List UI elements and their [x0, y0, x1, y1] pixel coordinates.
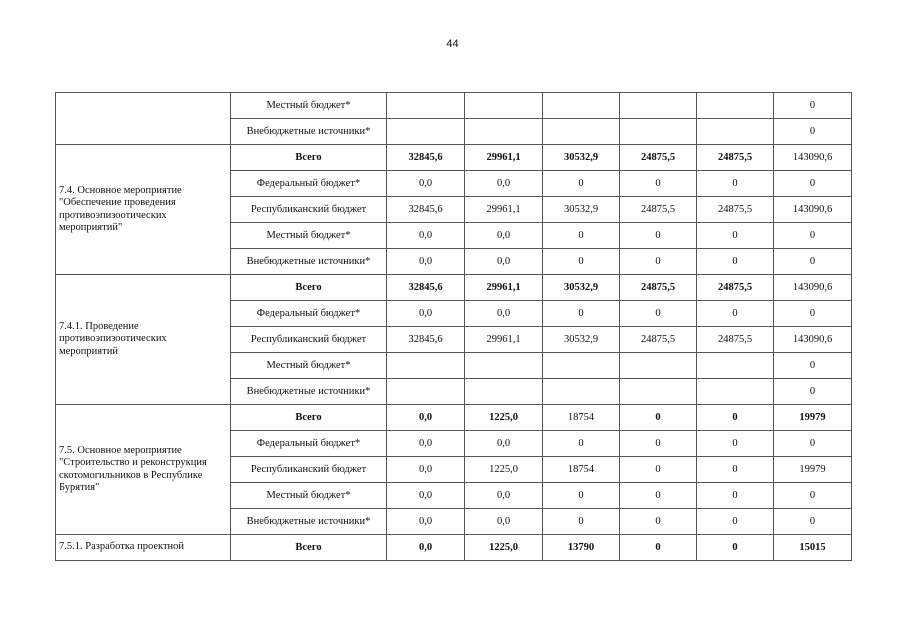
value-cell: 0	[543, 223, 620, 249]
value-cell: 0	[620, 431, 697, 457]
value-cell	[697, 119, 774, 145]
value-cell: 0	[543, 301, 620, 327]
value-cell: 30532,9	[543, 197, 620, 223]
value-cell: 0	[620, 405, 697, 431]
table-row	[56, 145, 852, 171]
value-cell: 0,0	[465, 171, 543, 197]
value-cell	[543, 119, 620, 145]
value-cell: 0	[697, 431, 774, 457]
value-cell: 0	[697, 301, 774, 327]
value-cell: 30532,9	[543, 275, 620, 301]
value-cell: 0	[620, 301, 697, 327]
value-cell	[465, 93, 543, 119]
value-cell: 0,0	[387, 535, 465, 561]
value-cell: 0	[774, 93, 852, 119]
value-cell: 24875,5	[697, 275, 774, 301]
value-cell: 0	[620, 171, 697, 197]
value-cell: 0	[697, 535, 774, 561]
value-cell: 0	[620, 509, 697, 535]
value-cell: 24875,5	[620, 327, 697, 353]
total-label-cell: Всего	[231, 145, 387, 171]
value-cell	[465, 119, 543, 145]
value-cell: 0,0	[465, 431, 543, 457]
funding-source-cell: Местный бюджет*	[231, 223, 387, 249]
budget-table-body	[56, 93, 852, 561]
value-cell: 1225,0	[465, 457, 543, 483]
value-cell: 0	[620, 249, 697, 275]
value-cell: 0	[774, 483, 852, 509]
value-cell: 29961,1	[465, 145, 543, 171]
value-cell: 0,0	[465, 509, 543, 535]
total-label-cell: Всего	[231, 275, 387, 301]
value-cell: 24875,5	[620, 275, 697, 301]
value-cell: 24875,5	[697, 327, 774, 353]
activity-name-cell	[56, 93, 231, 145]
value-cell: 143090,6	[774, 327, 852, 353]
activity-name-cell: 7.5.1. Разработка проектной	[56, 535, 231, 561]
value-cell: 0	[543, 249, 620, 275]
value-cell: 0	[543, 431, 620, 457]
value-cell: 0	[774, 353, 852, 379]
total-label-cell: Всего	[231, 405, 387, 431]
value-cell: 24875,5	[620, 197, 697, 223]
value-cell: 0	[543, 171, 620, 197]
value-cell: 29961,1	[465, 275, 543, 301]
value-cell: 0	[774, 509, 852, 535]
value-cell: 0,0	[387, 483, 465, 509]
value-cell: 30532,9	[543, 145, 620, 171]
value-cell: 0	[620, 535, 697, 561]
activity-name-cell: 7.5. Основное мероприятие "Строительство и реконструкция скотомогильников в Республике Бурятия"	[56, 405, 231, 535]
funding-source-cell: Внебюджетные источники*	[231, 249, 387, 275]
value-cell	[543, 379, 620, 405]
value-cell	[697, 379, 774, 405]
value-cell: 0,0	[387, 405, 465, 431]
value-cell: 29961,1	[465, 327, 543, 353]
value-cell: 0,0	[387, 457, 465, 483]
value-cell: 0	[774, 119, 852, 145]
budget-table	[55, 92, 852, 561]
funding-source-cell: Местный бюджет*	[231, 353, 387, 379]
funding-source-cell: Федеральный бюджет*	[231, 431, 387, 457]
value-cell	[697, 93, 774, 119]
value-cell	[620, 379, 697, 405]
value-cell: 0,0	[387, 171, 465, 197]
value-cell: 15015	[774, 535, 852, 561]
value-cell: 0,0	[387, 431, 465, 457]
value-cell: 24875,5	[697, 197, 774, 223]
table-row	[56, 275, 852, 301]
value-cell: 0	[697, 405, 774, 431]
value-cell: 0,0	[465, 223, 543, 249]
value-cell: 32845,6	[387, 145, 465, 171]
value-cell: 0	[774, 379, 852, 405]
activity-name-cell: 7.4. Основное мероприятие "Обеспечение проведения противоэпизоотических мероприятий"	[56, 145, 231, 275]
value-cell: 143090,6	[774, 145, 852, 171]
value-cell: 19979	[774, 457, 852, 483]
table-row	[56, 535, 852, 561]
value-cell: 0	[620, 483, 697, 509]
value-cell: 0	[774, 249, 852, 275]
funding-source-cell: Местный бюджет*	[231, 93, 387, 119]
funding-source-cell: Федеральный бюджет*	[231, 171, 387, 197]
value-cell	[543, 353, 620, 379]
value-cell	[620, 119, 697, 145]
funding-source-cell: Республиканский бюджет	[231, 197, 387, 223]
value-cell: 32845,6	[387, 197, 465, 223]
total-label-cell: Всего	[231, 535, 387, 561]
value-cell: 0	[620, 223, 697, 249]
value-cell: 0	[774, 431, 852, 457]
value-cell: 24875,5	[697, 145, 774, 171]
value-cell: 0,0	[465, 249, 543, 275]
value-cell	[465, 353, 543, 379]
value-cell: 32845,6	[387, 275, 465, 301]
value-cell: 0,0	[465, 301, 543, 327]
value-cell: 13790	[543, 535, 620, 561]
value-cell: 0	[620, 457, 697, 483]
value-cell	[697, 353, 774, 379]
value-cell	[387, 379, 465, 405]
value-cell: 0	[697, 249, 774, 275]
value-cell: 18754	[543, 405, 620, 431]
value-cell	[620, 93, 697, 119]
value-cell: 0	[774, 301, 852, 327]
value-cell: 19979	[774, 405, 852, 431]
value-cell: 24875,5	[620, 145, 697, 171]
table-row	[56, 405, 852, 431]
value-cell	[620, 353, 697, 379]
value-cell	[387, 119, 465, 145]
value-cell: 143090,6	[774, 197, 852, 223]
value-cell: 0	[697, 223, 774, 249]
value-cell: 1225,0	[465, 535, 543, 561]
funding-source-cell: Федеральный бюджет*	[231, 301, 387, 327]
value-cell: 1225,0	[465, 405, 543, 431]
table-row	[56, 93, 852, 119]
value-cell: 30532,9	[543, 327, 620, 353]
funding-source-cell: Внебюджетные источники*	[231, 119, 387, 145]
funding-source-cell: Внебюджетные источники*	[231, 379, 387, 405]
funding-source-cell: Внебюджетные источники*	[231, 509, 387, 535]
value-cell: 0,0	[387, 223, 465, 249]
value-cell: 143090,6	[774, 275, 852, 301]
funding-source-cell: Республиканский бюджет	[231, 327, 387, 353]
value-cell: 29961,1	[465, 197, 543, 223]
value-cell: 18754	[543, 457, 620, 483]
value-cell	[387, 353, 465, 379]
value-cell: 0	[774, 223, 852, 249]
value-cell	[543, 93, 620, 119]
value-cell	[465, 379, 543, 405]
funding-source-cell: Республиканский бюджет	[231, 457, 387, 483]
value-cell: 0	[543, 483, 620, 509]
value-cell: 0	[697, 171, 774, 197]
funding-source-cell: Местный бюджет*	[231, 483, 387, 509]
value-cell: 0,0	[387, 509, 465, 535]
value-cell: 0,0	[387, 249, 465, 275]
value-cell	[387, 93, 465, 119]
value-cell: 0	[697, 457, 774, 483]
value-cell: 0,0	[465, 483, 543, 509]
value-cell: 0	[774, 171, 852, 197]
page-number: 44	[446, 38, 459, 50]
value-cell: 0	[543, 509, 620, 535]
value-cell: 0	[697, 483, 774, 509]
value-cell: 0	[697, 509, 774, 535]
value-cell: 0,0	[387, 301, 465, 327]
activity-name-cell: 7.4.1. Проведение противоэпизоотических мероприятий	[56, 275, 231, 405]
value-cell: 32845,6	[387, 327, 465, 353]
